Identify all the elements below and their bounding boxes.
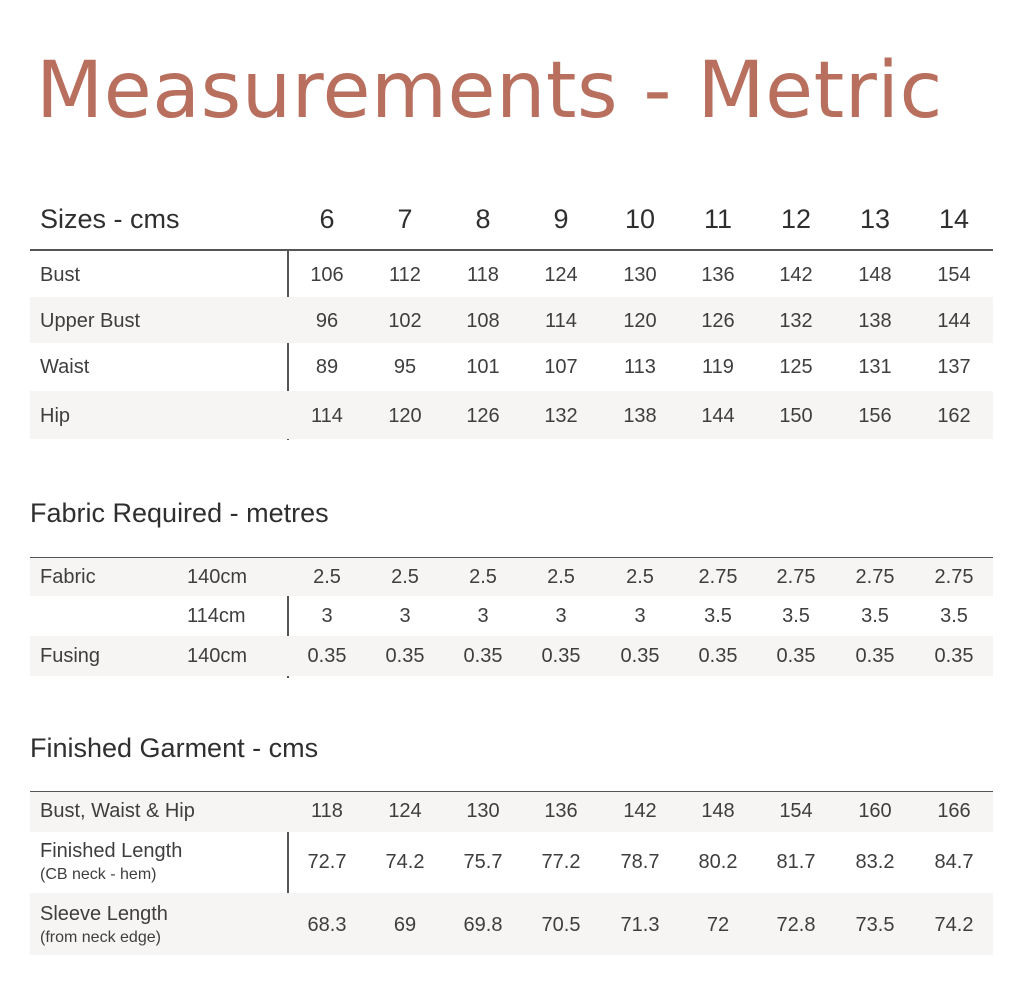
- table-cell: 3.5: [940, 605, 968, 627]
- size-header: 13: [859, 204, 891, 234]
- table-cell: 73.5: [855, 914, 895, 936]
- table-cell: 166: [937, 800, 971, 822]
- table-cell: 2.5: [547, 566, 575, 588]
- table-cell: 132: [779, 310, 813, 332]
- size-header: 9: [553, 204, 569, 234]
- table-cell: 102: [388, 310, 422, 332]
- size-header: 7: [397, 204, 413, 234]
- size-header: 10: [624, 204, 656, 234]
- table-cell: 108: [466, 310, 500, 332]
- table-cell: 137: [937, 356, 971, 378]
- table-cell: 74.2: [934, 914, 974, 936]
- table-cell: 106: [310, 264, 344, 286]
- table-cell: 126: [466, 405, 500, 427]
- fabric-heading: Fabric Required - metres: [30, 498, 329, 528]
- table-cell: 154: [779, 800, 813, 822]
- row-label: Finished Length: [40, 840, 183, 862]
- table-cell: 112: [389, 264, 421, 286]
- table-cell: 124: [544, 264, 578, 286]
- size-header: 8: [475, 204, 491, 234]
- table-cell: 0.35: [934, 645, 974, 667]
- table-cell: 3: [555, 605, 567, 627]
- table-cell: 107: [544, 356, 578, 378]
- table-cell: 96: [315, 310, 339, 332]
- table-cell: 114: [311, 405, 343, 427]
- table-cell: 2.5: [469, 566, 497, 588]
- table-cell: 0.35: [385, 645, 425, 667]
- measurements-top-rule: [30, 249, 993, 251]
- finished-heading: Finished Garment - cms: [30, 733, 319, 763]
- table-cell: 78.7: [620, 851, 660, 873]
- table-cell: 89: [315, 356, 339, 378]
- fabric-width-label: 140cm: [187, 566, 248, 588]
- table-cell: 142: [623, 800, 657, 822]
- table-cell: 3.5: [782, 605, 810, 627]
- table-cell: 75.7: [463, 851, 503, 873]
- table-cell: 125: [779, 356, 813, 378]
- table-cell: 72.8: [776, 914, 816, 936]
- table-cell: 119: [702, 356, 734, 378]
- row-label: Upper Bust: [40, 310, 141, 332]
- table-cell: 144: [701, 405, 735, 427]
- size-header: 14: [938, 204, 970, 234]
- table-cell: 136: [544, 800, 578, 822]
- table-cell: 114: [545, 310, 577, 332]
- table-cell: 3: [321, 605, 333, 627]
- row-sublabel: (CB neck - hem): [40, 866, 157, 883]
- table-cell: 0.35: [855, 645, 895, 667]
- table-cell: 142: [779, 264, 813, 286]
- table-cell: 154: [937, 264, 971, 286]
- table-cell: 2.75: [698, 566, 738, 588]
- table-cell: 150: [779, 405, 813, 427]
- row-label: Fabric: [40, 566, 96, 588]
- table-cell: 0.35: [698, 645, 738, 667]
- table-cell: 138: [858, 310, 892, 332]
- table-cell: 3: [477, 605, 489, 627]
- table-cell: 101: [466, 356, 500, 378]
- table-cell: 118: [311, 800, 343, 822]
- size-header: 6: [319, 204, 335, 234]
- table-cell: 130: [466, 800, 500, 822]
- table-cell: 69: [393, 914, 417, 936]
- table-cell: 3: [399, 605, 411, 627]
- table-cell: 148: [858, 264, 892, 286]
- table-cell: 120: [623, 310, 657, 332]
- table-cell: 118: [467, 264, 499, 286]
- table-cell: 2.75: [855, 566, 895, 588]
- table-cell: 162: [937, 405, 971, 427]
- table-cell: 77.2: [541, 851, 581, 873]
- table-cell: 72: [706, 914, 730, 936]
- table-cell: 84.7: [934, 851, 974, 873]
- table-cell: 0.35: [463, 645, 503, 667]
- row-label: Bust: [40, 264, 81, 286]
- table-cell: 2.75: [776, 566, 816, 588]
- table-cell: 80.2: [698, 851, 738, 873]
- table-cell: 0.35: [776, 645, 816, 667]
- row-sublabel: (from neck edge): [40, 929, 161, 946]
- table-cell: 0.35: [307, 645, 347, 667]
- fabric-width-label: 140cm: [187, 645, 248, 667]
- table-cell: 95: [393, 356, 417, 378]
- table-cell: 0.35: [541, 645, 581, 667]
- table-cell: 138: [623, 405, 657, 427]
- table-cell: 0.35: [620, 645, 660, 667]
- table-cell: 120: [388, 405, 422, 427]
- table-cell: 113: [624, 356, 656, 378]
- fabric-width-label: 114cm: [187, 605, 246, 627]
- table-cell: 72.7: [307, 851, 347, 873]
- table-cell: 131: [858, 356, 892, 378]
- table-cell: 70.5: [541, 914, 581, 936]
- table-cell: 144: [937, 310, 971, 332]
- table-cell: 83.2: [855, 851, 895, 873]
- table-cell: 2.5: [391, 566, 419, 588]
- row-label: Bust, Waist & Hip: [40, 800, 195, 822]
- row-label: Sleeve Length: [40, 903, 168, 925]
- table-cell: 148: [701, 800, 735, 822]
- table-cell: 3: [634, 605, 646, 627]
- table-cell: 2.75: [934, 566, 974, 588]
- size-header: 11: [703, 204, 733, 234]
- size-header: 12: [780, 204, 812, 234]
- row-label: Waist: [40, 356, 90, 378]
- row-label: Fusing: [40, 645, 101, 667]
- table-cell: 69.8: [463, 914, 503, 936]
- table-cell: 132: [544, 405, 578, 427]
- table-cell: 124: [388, 800, 422, 822]
- table-cell: 160: [858, 800, 892, 822]
- table-cell: 68.3: [307, 914, 347, 936]
- table-cell: 74.2: [385, 851, 425, 873]
- table-cell: 126: [701, 310, 735, 332]
- table-cell: 2.5: [626, 566, 654, 588]
- table-cell: 71.3: [620, 914, 660, 936]
- table-cell: 3.5: [704, 605, 732, 627]
- table-cell: 2.5: [313, 566, 341, 588]
- table-cell: 130: [623, 264, 657, 286]
- measurements-heading: Sizes - cms: [40, 204, 180, 234]
- table-cell: 136: [701, 264, 735, 286]
- table-cell: 81.7: [776, 851, 816, 873]
- table-cell: 3.5: [861, 605, 889, 627]
- table-cell: 156: [858, 405, 892, 427]
- page-title: Measurements - Metric: [36, 46, 943, 136]
- row-label: Hip: [40, 405, 71, 427]
